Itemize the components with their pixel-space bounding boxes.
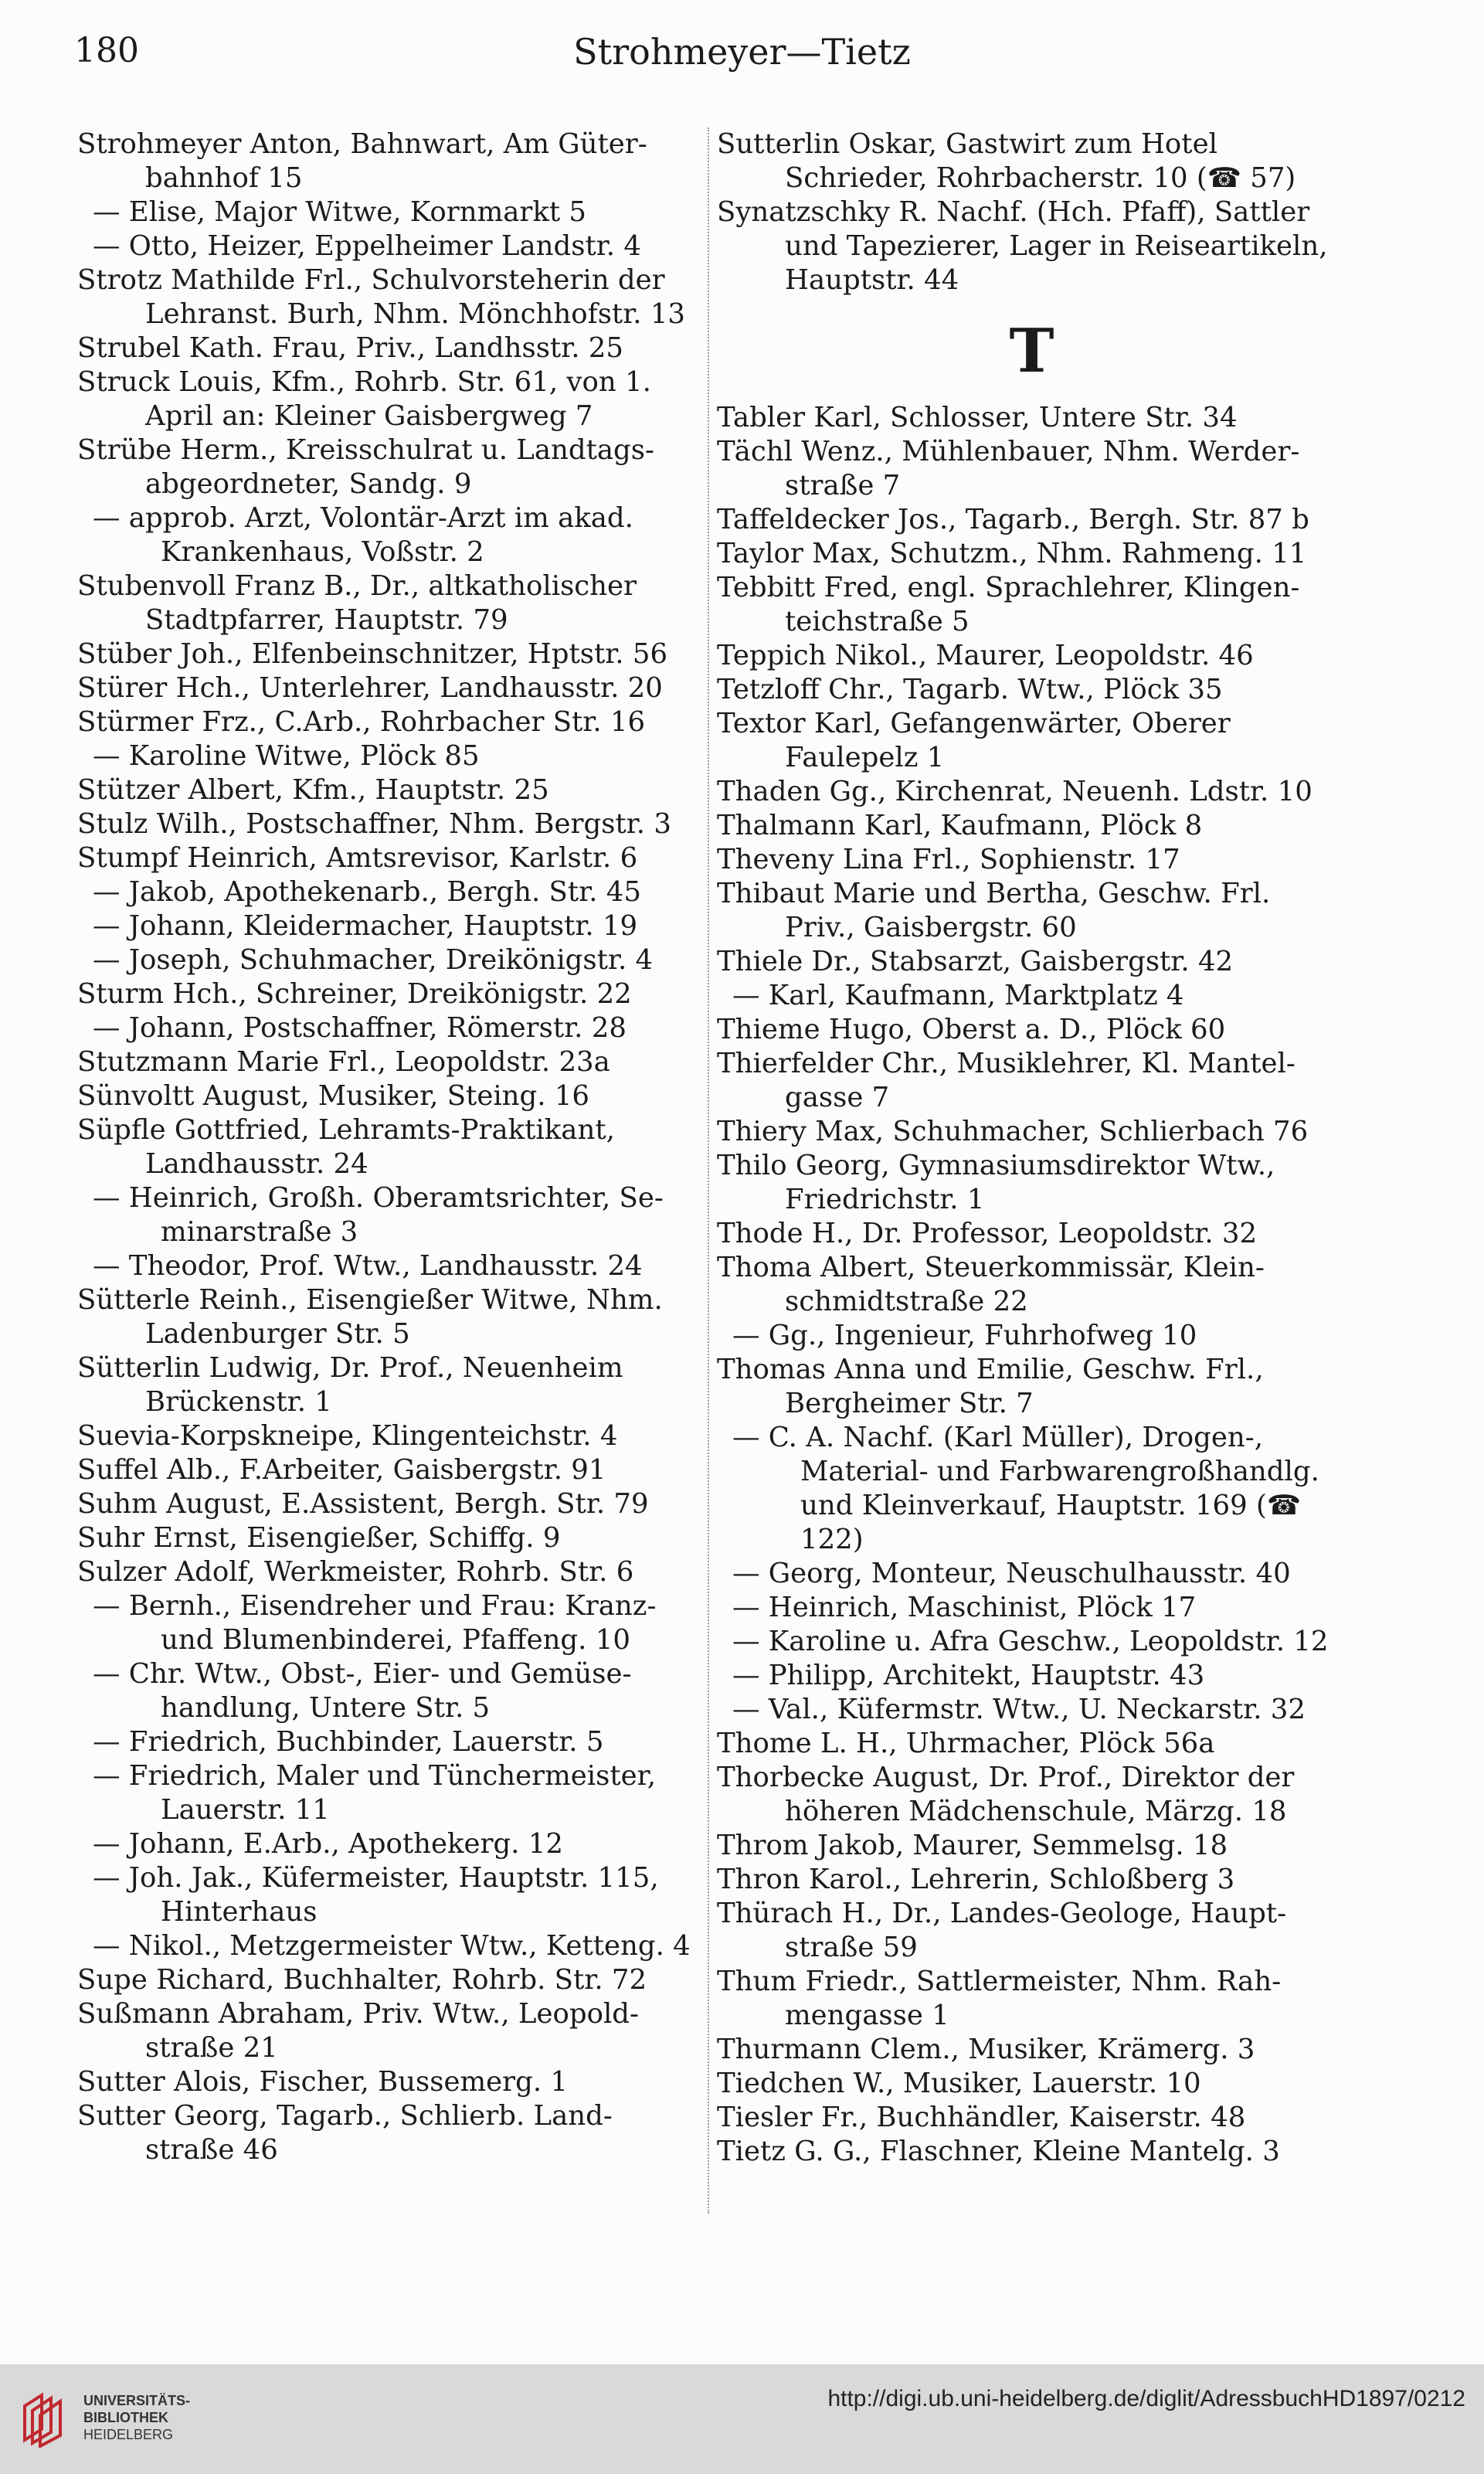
directory-entry: Struck Louis, Kfm., Rohrb. Str. 61, von 1. April an: Kleiner Gaisbergweg 7	[77, 366, 651, 432]
directory-entry: Suffel Alb., F.Arbeiter, Gaisbergstr. 91	[77, 1454, 606, 1486]
directory-entry: Stürer Hch., Unterlehrer, Landhausstr. 20	[77, 672, 663, 704]
directory-entry: Thomas Anna und Emilie, Geschw. Frl., Bergheimer Str. 7	[717, 1354, 1264, 1419]
directory-entry: — Heinrich, Maschinist, Plöck 17	[732, 1592, 1197, 1623]
directory-entry: Süpfle Gottfried, Lehramts-Praktikant, Landhausstr. 24	[77, 1114, 615, 1180]
directory-entry: Sütterlin Ludwig, Dr. Prof., Neuenheim Brückenstr. 1	[77, 1352, 623, 1418]
directory-entry: Strubel Kath. Frau, Priv., Landhsstr. 25	[77, 332, 623, 364]
directory-entry: Tebbitt Fred, engl. Sprachlehrer, Klingen-teichstraße 5	[717, 572, 1300, 637]
directory-entry: — Johann, Kleidermacher, Hauptstr. 19	[93, 910, 638, 942]
directory-entry: Thum Friedr., Sattlermeister, Nhm. Rah-mengasse 1	[717, 1966, 1282, 2031]
directory-entry: Synatzschky R. Nachf. (Hch. Pfaff), Sattler und Tapezierer, Lager in Reiseartikeln, Hauptstr. 44	[717, 196, 1328, 296]
directory-entry: Thode H., Dr. Professor, Leopoldstr. 32	[717, 1218, 1258, 1249]
directory-entry: — Joseph, Schuhmacher, Dreikönigstr. 4	[93, 944, 654, 976]
directory-entry: Stubenvoll Franz B., Dr., altkatholischer Stadtpfarrer, Hauptstr. 79	[77, 570, 637, 636]
directory-entry: Stüber Joh., Elfenbeinschnitzer, Hptstr. 56	[77, 638, 668, 670]
directory-entry: Stulz Wilh., Postschaffner, Nhm. Bergstr. 3	[77, 808, 671, 840]
directory-entry: — Karoline Witwe, Plöck 85	[93, 740, 480, 772]
source-url[interactable]: http://digi.ub.uni-heidelberg.de/diglit/AdressbuchHD1897/0212	[827, 2386, 1465, 2411]
directory-entry: — Val., Küfermstr. Wtw., U. Neckarstr. 32	[732, 1694, 1306, 1725]
directory-entry: Sünvoltt August, Musiker, Steing. 16	[77, 1080, 590, 1112]
directory-entry: — C. A. Nachf. (Karl Müller), Drogen-, Material- und Farbwarengroßhandlg. und Kleinverkauf, Hauptstr. 169 (☎ 122)	[732, 1422, 1319, 1555]
directory-entry: Thurmann Clem., Musiker, Krämerg. 3	[717, 2034, 1255, 2065]
directory-entry: Sulzer Adolf, Werkmeister, Rohrb. Str. 6	[77, 1556, 634, 1588]
directory-entry: — Karoline u. Afra Geschw., Leopoldstr. 12	[732, 1626, 1329, 1657]
directory-entry: Sütterle Reinh., Eisengießer Witwe, Nhm. Ladenburger Str. 5	[77, 1284, 663, 1350]
directory-entry: Thierfelder Chr., Musiklehrer, Kl. Mantel-gasse 7	[717, 1048, 1296, 1113]
page-number: 180	[74, 31, 139, 70]
directory-entry: — Karl, Kaufmann, Marktplatz 4	[732, 980, 1184, 1011]
directory-entry: Taffeldecker Jos., Tagarb., Bergh. Str. 87 b	[717, 504, 1309, 535]
directory-entry: Thibaut Marie und Bertha, Geschw. Frl. Priv., Gaisbergstr. 60	[717, 878, 1271, 943]
running-header	[74, 31, 1410, 85]
directory-entry: — Otto, Heizer, Eppelheimer Landstr. 4	[93, 230, 641, 262]
directory-entry: Teppich Nikol., Maurer, Leopoldstr. 46	[717, 640, 1254, 671]
directory-entry: — Gg., Ingenieur, Fuhrhofweg 10	[732, 1320, 1197, 1351]
directory-entry: Thome L. H., Uhrmacher, Plöck 56a	[717, 1728, 1215, 1759]
directory-entry: — Joh. Jak., Küfermeister, Hauptstr. 115, Hinterhaus	[93, 1862, 659, 1928]
section-letter: T	[1009, 316, 1054, 386]
directory-entry: — Elise, Major Witwe, Kornmarkt 5	[93, 196, 587, 228]
left-column	[77, 127, 695, 2167]
directory-entry: — Friedrich, Buchbinder, Lauerstr. 5	[93, 1726, 604, 1758]
directory-entry: Stutzmann Marie Frl., Leopoldstr. 23a	[77, 1046, 610, 1078]
university-library-logo	[17, 2389, 76, 2448]
directory-entry: — Theodor, Prof. Wtw., Landhausstr. 24	[93, 1250, 643, 1282]
directory-entry: — Jakob, Apothekenarb., Bergh. Str. 45	[93, 876, 641, 908]
directory-entry: Thron Karol., Lehrerin, Schloßberg 3	[717, 1864, 1235, 1895]
library-name: UNIVERSITÄTS- BIBLIOTHEK HEIDELBERG	[83, 2393, 191, 2442]
directory-entry: Thiery Max, Schuhmacher, Schlierbach 76	[717, 1116, 1309, 1147]
directory-entry: Suhm August, E.Assistent, Bergh. Str. 79	[77, 1488, 649, 1520]
directory-entry: — Bernh., Eisendreher und Frau: Kranz- und Blumenbinderei, Pfaffeng. 10	[93, 1590, 657, 1656]
directory-entry: Thilo Georg, Gymnasiumsdirektor Wtw., Friedrichstr. 1	[717, 1150, 1275, 1215]
directory-entry: Strübe Herm., Kreisschulrat u. Landtags-abgeordneter, Sandg. 9	[77, 434, 654, 500]
directory-entry: Thalmann Karl, Kaufmann, Plöck 8	[717, 810, 1203, 841]
directory-entry: — Chr. Wtw., Obst-, Eier- und Gemüse-handlung, Untere Str. 5	[93, 1658, 632, 1724]
directory-entry: Suhr Ernst, Eisengießer, Schiffg. 9	[77, 1522, 561, 1554]
directory-entry: Strohmeyer Anton, Bahnwart, Am Güter-bahnhof 15	[77, 128, 647, 194]
directory-entry: Stumpf Heinrich, Amtsrevisor, Karlstr. 6	[77, 842, 638, 874]
directory-entry: Supe Richard, Buchhalter, Rohrb. Str. 72	[77, 1964, 647, 1996]
directory-entry: Sutter Alois, Fischer, Bussemerg. 1	[77, 2066, 568, 2098]
directory-entry: Thiele Dr., Stabsarzt, Gaisbergstr. 42	[717, 946, 1234, 977]
directory-entry: — Johann, Postschaffner, Römerstr. 28	[93, 1012, 627, 1044]
directory-entry: Theveny Lina Frl., Sophienstr. 17	[717, 844, 1180, 875]
directory-entry: Tiedchen W., Musiker, Lauerstr. 10	[717, 2068, 1201, 2099]
directory-entry: Tietz G. G., Flaschner, Kleine Mantelg. 3	[717, 2136, 1280, 2167]
directory-entry: — Johann, E.Arb., Apothekerg. 12	[93, 1828, 563, 1860]
directory-entry: Thaden Gg., Kirchenrat, Neuenh. Ldstr. 10	[717, 776, 1313, 807]
directory-entry: Strotz Mathilde Frl., Schulvorsteherin der Lehranst. Burh, Nhm. Mönchhofstr. 13	[77, 264, 686, 330]
directory-entry: Tabler Karl, Schlosser, Untere Str. 34	[717, 402, 1238, 433]
page-title: Strohmeyer—Tietz	[573, 31, 911, 73]
directory-entry: Textor Karl, Gefangenwärter, Oberer Faulepelz 1	[717, 708, 1231, 773]
directory-entry: — Heinrich, Großh. Oberamtsrichter, Se-minarstraße 3	[93, 1182, 664, 1248]
directory-entry: Sutterlin Oskar, Gastwirt zum Hotel Schrieder, Rohrbacherstr. 10 (☎ 57)	[717, 128, 1296, 194]
directory-entry: — approb. Arzt, Volontär-Arzt im akad. Krankenhaus, Voßstr. 2	[93, 502, 633, 568]
directory-entry: Sutter Georg, Tagarb., Schlierb. Land-straße 46	[77, 2100, 613, 2166]
footer-bar	[0, 2364, 1484, 2474]
directory-entry: Sturm Hch., Schreiner, Dreikönigstr. 22	[77, 978, 632, 1010]
directory-entry: Throm Jakob, Maurer, Semmelsg. 18	[717, 1830, 1228, 1861]
directory-entry: Sußmann Abraham, Priv. Wtw., Leopold-straße 21	[77, 1998, 640, 2064]
directory-entry: Stützer Albert, Kfm., Hauptstr. 25	[77, 774, 549, 806]
directory-entry: Thieme Hugo, Oberst a. D., Plöck 60	[717, 1014, 1226, 1045]
directory-entry: Tiesler Fr., Buchhändler, Kaiserstr. 48	[717, 2102, 1246, 2133]
directory-entry: — Georg, Monteur, Neuschulhausstr. 40	[732, 1558, 1291, 1589]
column-divider	[708, 127, 709, 2214]
directory-entry: Thorbecke August, Dr. Prof., Direktor der höheren Mädchenschule, Märzg. 18	[717, 1762, 1295, 1827]
right-column	[717, 127, 1346, 2169]
directory-entry: Suevia-Korpskneipe, Klingenteichstr. 4	[77, 1420, 618, 1452]
directory-entry: Stürmer Frz., C.Arb., Rohrbacher Str. 16	[77, 706, 646, 738]
directory-entry: Tetzloff Chr., Tagarb. Wtw., Plöck 35	[717, 674, 1223, 705]
directory-entry: — Philipp, Architekt, Hauptstr. 43	[732, 1660, 1205, 1691]
directory-entry: Taylor Max, Schutzm., Nhm. Rahmeng. 11	[717, 538, 1307, 569]
directory-entry: — Nikol., Metzgermeister Wtw., Ketteng. 4	[93, 1930, 691, 1962]
directory-entry: Tächl Wenz., Mühlenbauer, Nhm. Werder-straße 7	[717, 436, 1300, 501]
directory-entry: Thürach H., Dr., Landes-Geologe, Haupt-straße 59	[717, 1898, 1287, 1963]
directory-entry: Thoma Albert, Steuerkommissär, Klein-schmidtstraße 22	[717, 1252, 1265, 1317]
directory-entry: — Friedrich, Maler und Tünchermeister, Lauerstr. 11	[93, 1760, 656, 1826]
